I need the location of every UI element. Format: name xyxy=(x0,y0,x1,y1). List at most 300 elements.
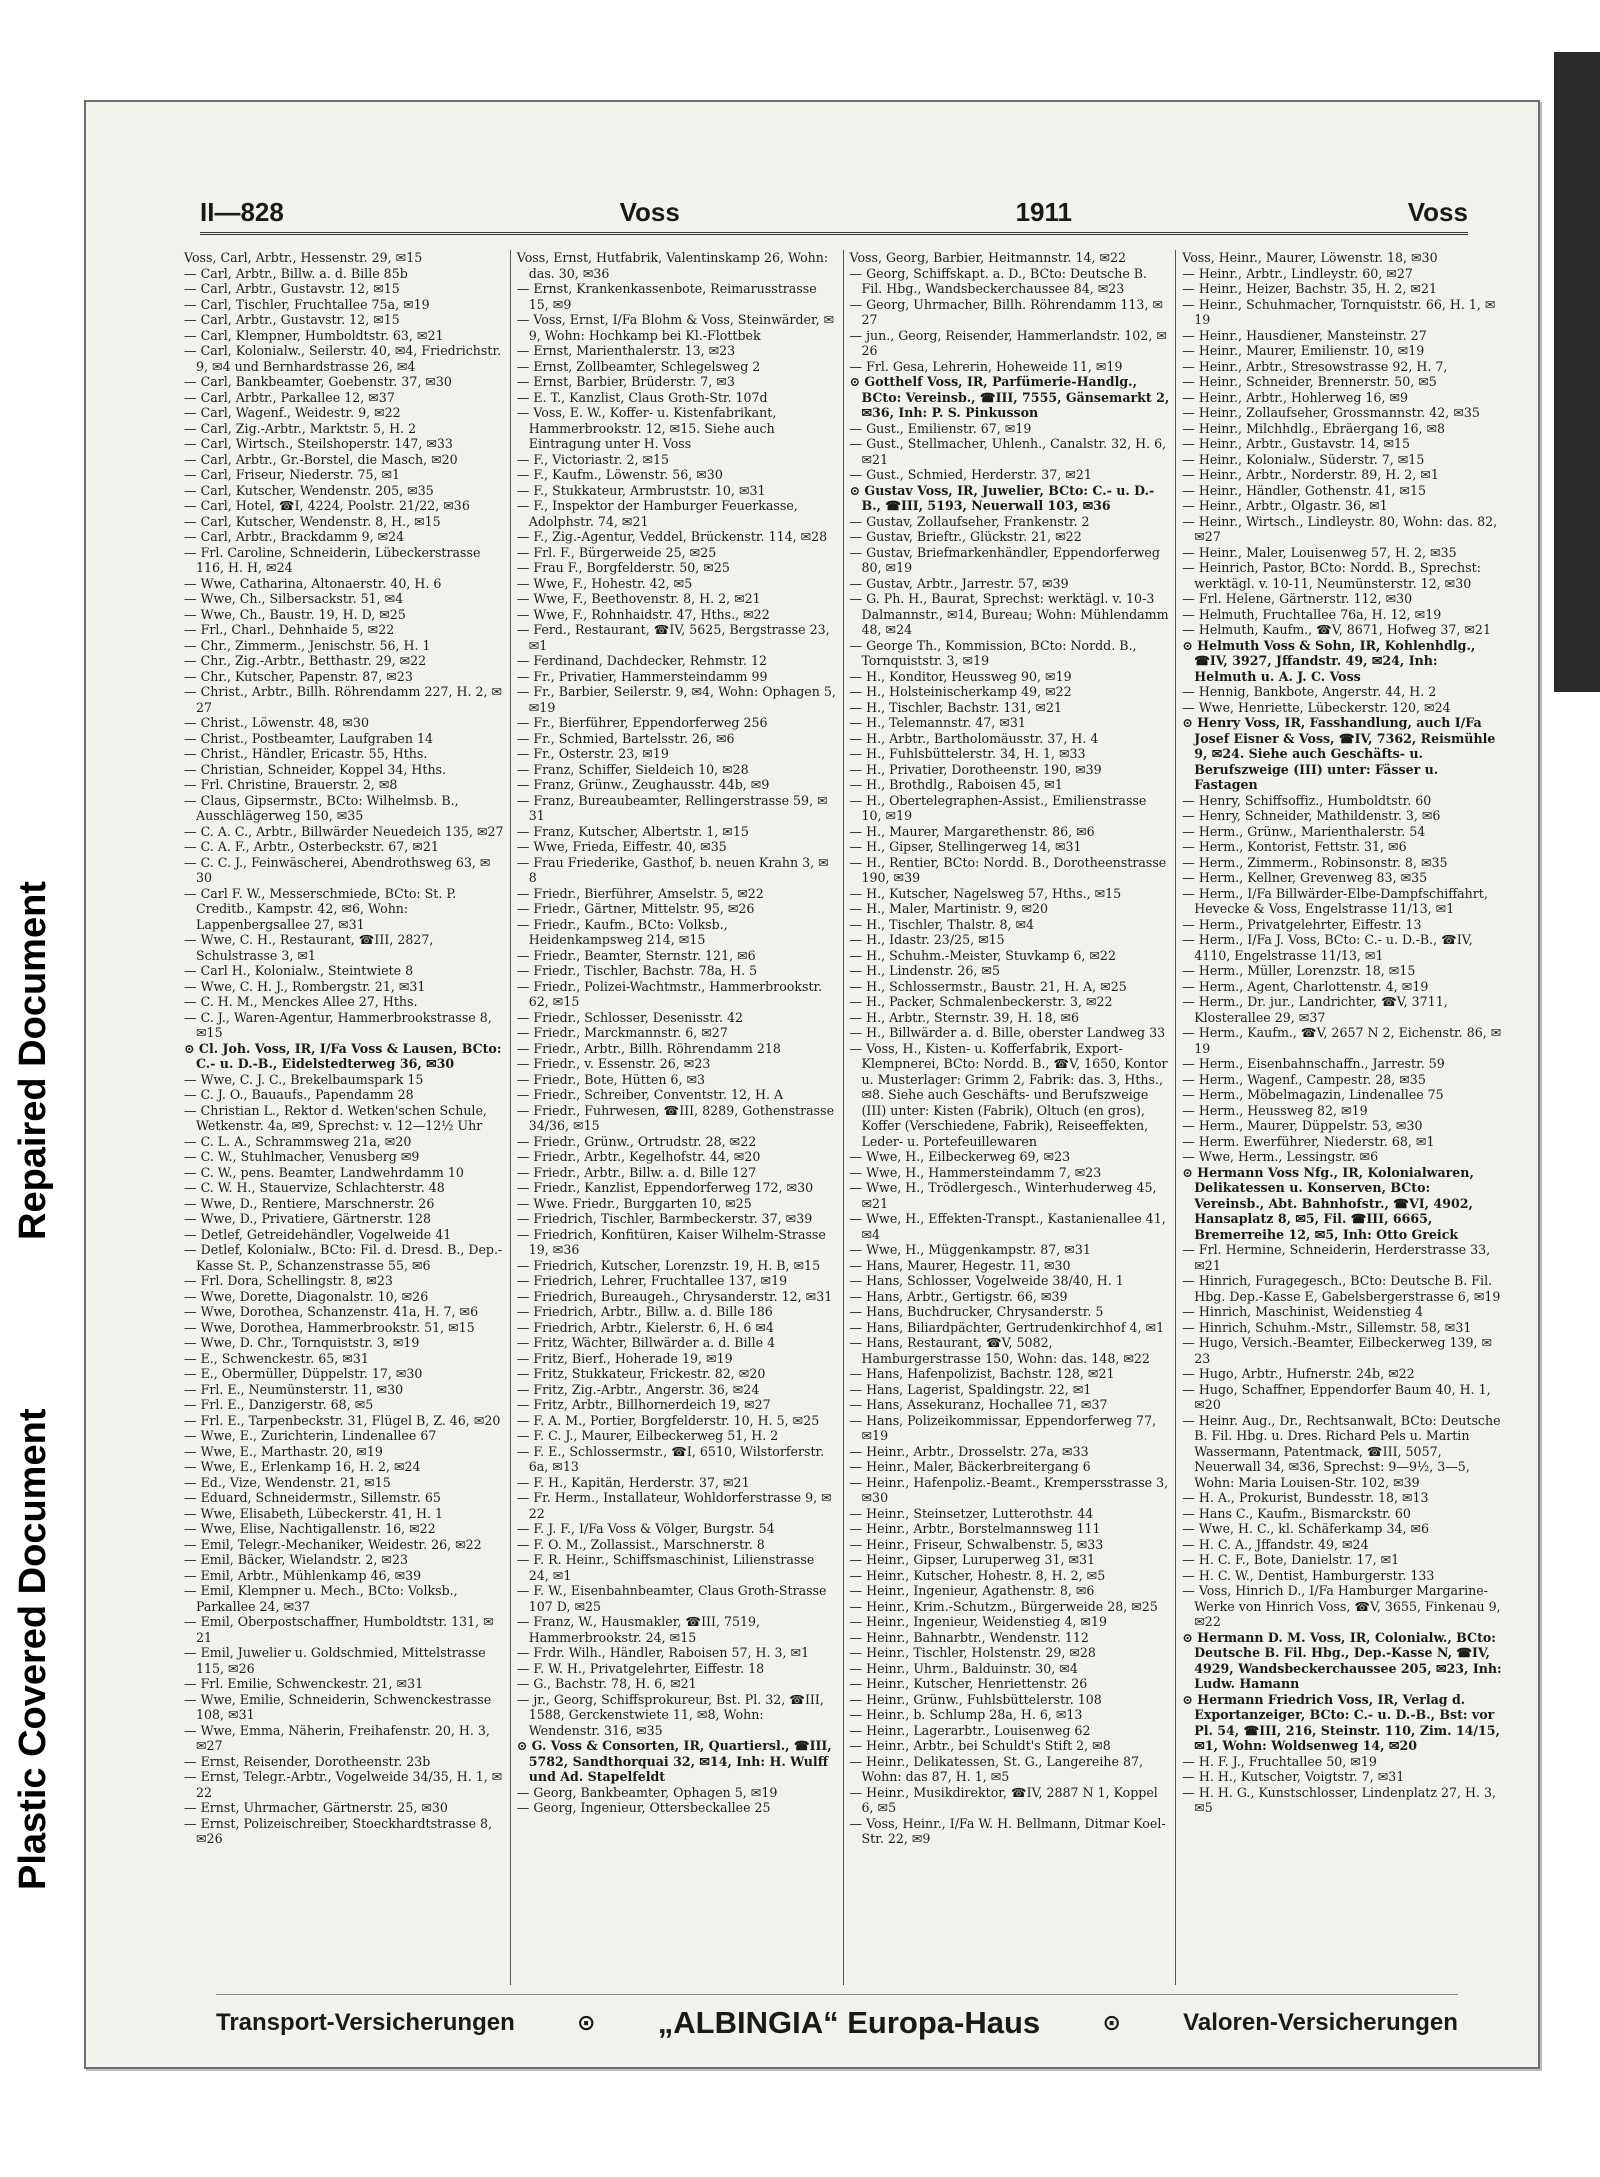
directory-entry: — F. E., Schlossermstr., ☎I, 6510, Wilstorferstr. 6a, ✉13 xyxy=(516,1443,825,1474)
directory-entry: — Hinrich, Maschinist, Weidenstieg 4 xyxy=(1182,1304,1424,1319)
directory-entry: — Friedr., v. Essenstr. 26, ✉23 xyxy=(516,1056,711,1071)
directory-entry: — Hugo, Versich.-Beamter, Eilbeckerweg 139, ✉23 xyxy=(1182,1335,1493,1366)
directory-entry: — Herm., Kaufm., ☎V, 2657 N 2, Eichenstr. 86, ✉19 xyxy=(1182,1025,1502,1056)
directory-entry: — Fritz, Stukkateur, Frickestr. 82, ✉20 xyxy=(516,1366,766,1381)
directory-entry: — Hennig, Bankbote, Angerstr. 44, H. 2 xyxy=(1182,684,1437,699)
directory-entry: — Ernst, Polizeischreiber, Stoeckhardtstrasse 8, ✉26 xyxy=(184,1815,493,1846)
directory-entry: — C. J. O., Bauaufs., Papendamm 28 xyxy=(184,1087,414,1102)
directory-entry: — Heinr., b. Schlump 28a, H. 6, ✉13 xyxy=(849,1707,1083,1722)
directory-entry: — Heinr., Steinsetzer, Lutterothstr. 44 xyxy=(849,1505,1094,1521)
directory-entry: — Detlef, Getreidehändler, Vogelweide 41 xyxy=(184,1226,452,1242)
directory-page xyxy=(84,100,1540,2069)
directory-entry: — Herm., Müller, Lorenzstr. 18, ✉15 xyxy=(1182,963,1416,978)
directory-entry: — Wwe, Elise, Nachtigallenstr. 16, ✉22 xyxy=(184,1521,436,1536)
directory-entry: — Carl, Friseur, Niederstr. 75, ✉1 xyxy=(184,467,401,482)
directory-entry: — Fritz, Bierf., Hoheradе 19, ✉19 xyxy=(516,1350,733,1366)
directory-entry: — Wwe. Friedr., Burggarten 10, ✉25 xyxy=(516,1195,752,1211)
directory-entry: — Wwe, H., Effekten-Transpt., Kastanienallee 41, ✉4 xyxy=(849,1211,1166,1242)
directory-entry: — Carl, Kolonialw., Seilerstr. 40, ✉4, Friedrichstr. 9, ✉4 und Bernhardstrasse 26, ✉4 xyxy=(184,343,502,374)
directory-entry: — Frdr. Wilh., Händler, Raboisen 57, H. 3, ✉1 xyxy=(516,1645,810,1660)
directory-entry: — Christian, Schneider, Koppel 34, Hths. xyxy=(184,761,447,777)
directory-entry: — Heinr., Lagerarbtr., Louisenweg 62 xyxy=(849,1722,1091,1738)
directory-entry: — Emil, Klempner u. Mech., BCto: Volksb., Parkallee 24, ✉37 xyxy=(184,1583,458,1614)
directory-entry: — Frl. E., Danzigerstr. 68, ✉5 xyxy=(184,1397,374,1412)
directory-entry: — Hans, Restaurant, ☎V, 5082, Hamburgerstrasse 150, Wohn: das. 148, ✉22 xyxy=(849,1335,1150,1366)
directory-entry: — Gustav, Zollaufseher, Frankenstr. 2 xyxy=(849,513,1090,529)
directory-entry: — Carl, Arbtr., Gustavstr. 12, ✉15 xyxy=(184,312,400,327)
directory-entry: — Herm., Kontorist, Fettstr. 31, ✉6 xyxy=(1182,839,1407,854)
plastic-covered-document-label: Plastic Covered Document xyxy=(12,1408,54,1890)
footer-center-text: „ALBINGIA“ Europa-Haus xyxy=(657,2005,1041,2040)
directory-entry: — Herm., Maurer, Düppelstr. 53, ✉30 xyxy=(1182,1118,1423,1133)
directory-entry: — Wwe, Dorothea, Schanzenstr. 41a, H. 7, ✉6 xyxy=(184,1304,479,1319)
directory-entry: Voss, Heinr., Maurer, Löwenstr. 18, ✉30 xyxy=(1182,250,1438,265)
directory-entry: — F. H., Kapitän, Herderstr. 37, ✉21 xyxy=(516,1474,750,1490)
directory-entry: — Frl. Hermine, Schneiderin, Herderstrasse 33, ✉21 xyxy=(1182,1242,1491,1273)
directory-entry: — Carl, Arbtr., Brackdamm 9, ✉24 xyxy=(184,529,405,544)
directory-entry: — Herm., Agent, Charlottenstr. 4, ✉19 xyxy=(1182,978,1429,994)
directory-entry: — Frau Friederike, Gasthof, b. neuen Krahn 3, ✉8 xyxy=(516,854,829,885)
directory-entry: — Frl. Christine, Brauerstr. 2, ✉8 xyxy=(184,777,398,792)
directory-entry: — Voss, Ernst, I/Fa Blohm & Voss, Steinwärder, ✉9, Wohn: Hochkamp bei Kl.-Flottbek xyxy=(516,312,835,343)
directory-entry: — C. W., Stuhlmacher, Venusberg ✉9 xyxy=(184,1149,420,1164)
directory-entry: — C. A. F., Arbtr., Osterbeckstr. 67, ✉21 xyxy=(184,839,439,854)
directory-entry: ⊙ Henry Voss, IR, Fasshandlung, auch I/Fa Josef Eisner & Voss, ☎IV, 7362, Reismühle 9, ✉24. Siehe auch Geschäfts- u. Berufszweige (III) unter: Fässer u. Fastagen xyxy=(1182,715,1496,792)
directory-entry: — Friedr., Arbtr., Billw. a. d. Bille 127 xyxy=(516,1164,757,1180)
directory-entry: — Gustav, Brieftr., Glückstr. 21, ✉22 xyxy=(849,529,1082,544)
directory-entry: Voss, Georg, Barbier, Heitmannstr. 14, ✉22 xyxy=(849,250,1127,265)
directory-entry: — Herm., Möbelmagazin, Lindenallee 75 xyxy=(1182,1087,1444,1102)
directory-entry: — Heinr., Maler, Louisenweg 57, H. 2, ✉35 xyxy=(1182,544,1457,560)
directory-entry: — E., Obermüller, Düppelstr. 17, ✉30 xyxy=(184,1366,423,1381)
directory-entry: — Heinr., Hafenpoliz.-Beamt., Krempersstrasse 3, ✉30 xyxy=(849,1474,1169,1505)
directory-entry: — Wwe, Emilie, Schneiderin, Schwenckestrasse 108, ✉31 xyxy=(184,1691,492,1722)
directory-entry: — Herm., Dr. jur., Landrichter, ☎V, 3711, Klosterallee 29, ✉37 xyxy=(1182,994,1448,1025)
directory-entry: — Franz, Bureaubeamter, Rellingerstrasse 59, ✉31 xyxy=(516,792,828,823)
footer-right-text: Valoren-Versicherungen xyxy=(1183,2009,1458,2036)
column-3 xyxy=(844,250,1177,1985)
directory-entry: — Wwe, H., Trödlergesch., Winterhuderweg 45, ✉21 xyxy=(849,1180,1157,1211)
directory-entry: — Christian L., Rektor d. Wetken'schen Schule, Wetkenstr. 4a, ✉9, Sprechst: v. 12—12½ Uhr xyxy=(184,1102,487,1133)
column-2 xyxy=(511,250,844,1985)
directory-entry: — Friedrich, Bureaugeh., Chrysanderstr. 12, ✉31 xyxy=(516,1288,833,1304)
directory-entry: — Heinr., Händler, Gothenstr. 41, ✉15 xyxy=(1182,482,1427,498)
directory-entry: — Chr., Zimmerm., Jenischstr. 56, H. 1 xyxy=(184,637,431,653)
directory-entry: — Carl, Klempner, Humboldtstr. 63, ✉21 xyxy=(184,327,444,343)
directory-entry: Voss, Ernst, Hutfabrik, Valentinskamp 26, Wohn: das. 30, ✉36 xyxy=(516,250,829,281)
directory-entry: ⊙ Gotthelf Voss, IR, Parfümerie-Handlg., BCto: Vereinsb., ☎III, 7555, Gänsemarkt 2, ✉36, Inh: P. S. Pinkusson xyxy=(849,374,1170,420)
directory-entry: ⊙ Helmuth Voss & Sohn, IR, Kohlenhdlg., ☎IV, 3927, Jffandstr. 49, ✉24, Inh: Helmuth u. A. J. C. Voss xyxy=(1182,637,1476,684)
directory-entry: — Hugo, Schaffner, Eppendorfer Baum 40, H. 1, ✉20 xyxy=(1182,1381,1491,1412)
directory-entry: — jr., Georg, Schiffsprokureur, Bst. Pl. 32, ☎III, 1588, Gerckenstwiete 11, ✉8, Wohn: Wendenstr. 316, ✉35 xyxy=(516,1691,824,1738)
directory-entry: — F. J. F., I/Fa Voss & Völger, Burgstr. 54 xyxy=(516,1521,775,1536)
directory-entry: — H., Billwärder a. d. Bille, oberster Landweg 33 xyxy=(849,1025,1166,1040)
directory-entry: — H. A., Prokurist, Bundesstr. 18, ✉13 xyxy=(1182,1490,1429,1505)
directory-entry: — H., Obertelegraphen-Assist., Emilienstrasse 10, ✉19 xyxy=(849,792,1147,823)
page-header xyxy=(200,192,1468,235)
directory-entry: — F. W. H., Privatgelehrter, Eiffestr. 18 xyxy=(516,1660,765,1676)
directory-entry: — Ernst, Telegr.-Arbtr., Vogelweide 34/35, H. 1, ✉22 xyxy=(184,1769,503,1800)
directory-entry: — H., Privatier, Dorotheenstr. 190, ✉39 xyxy=(849,761,1102,777)
directory-entry: — Herm. Ewerführer, Niederstr. 68, ✉1 xyxy=(1182,1133,1435,1149)
directory-entry: — Heinr., Uhrm., Balduinstr. 30, ✉4 xyxy=(849,1660,1078,1676)
directory-entry: Voss, Carl, Arbtr., Hessenstr. 29, ✉15 xyxy=(184,250,423,265)
directory-entry: — Wwe, D., Privatiere, Gärtnerstr. 128 xyxy=(184,1211,432,1226)
directory-entry: — Emil, Oberpostschaffner, Humboldtstr. 131, ✉21 xyxy=(184,1614,494,1645)
directory-entry: — Frl. E., Neumünsterstr. 11, ✉30 xyxy=(184,1381,404,1397)
directory-entry: — Friedr., Grünw., Ortrudstr. 28, ✉22 xyxy=(516,1133,757,1149)
directory-entry: — Hans, Schlosser, Vogelweide 38/40, H. 1 xyxy=(849,1273,1124,1288)
directory-entry: — H. H., Kutscher, Voigtstr. 7, ✉31 xyxy=(1182,1769,1405,1784)
directory-entry: — Friedrich, Kutscher, Lorenzstr. 19, H. B, ✉15 xyxy=(516,1257,821,1273)
directory-entry: — Detlef, Kolonialw., BCto: Fil. d. Dresd. B., Dep.-Kasse St. P., Schanzenstrasse 55, ✉6 xyxy=(184,1242,503,1273)
directory-entry: — H., Fuhlsbüttelerstr. 34, H. 1, ✉33 xyxy=(849,746,1086,761)
directory-entry: — G. Ph. H., Baurat, Sprechst: werktägl. v. 10-3 Dalmannstr., ✉14, Bureau; Wohn: Mühlendamm 48, ✉24 xyxy=(849,591,1169,637)
directory-entry: — H., Tischler, Thalstr. 8, ✉4 xyxy=(849,916,1035,932)
directory-entry: — F. O. M., Zollassist., Marschnerstr. 8 xyxy=(516,1536,765,1552)
directory-entry: — Frl. E., Tarpenbeckstr. 31, Flügel B, Z. 46, ✉20 xyxy=(184,1412,501,1428)
directory-entry: — H., Lindenstr. 26, ✉5 xyxy=(849,963,1000,978)
directory-entry: — Emil, Telegr.-Mechaniker, Weidestr. 26, ✉22 xyxy=(184,1536,482,1552)
directory-entry: ⊙ Hermann Voss Nfg., IR, Kolonialwaren, Delikatessen u. Konserven, BCto: Vereinsb., Abt. Bahnhofstr., ☎VI, 4902, Hansaplatz 8, ✉5, Fil. ☎III, 6665, Bremerreihe 12, ✉5, Inh: Otto Greick xyxy=(1182,1164,1474,1242)
directory-entry: — H., Telemannstr. 47, ✉31 xyxy=(849,715,1026,730)
directory-entry: — Hans, Polizeikommissar, Eppendorferweg 77, ✉19 xyxy=(849,1412,1157,1443)
directory-entry: — Heinr., Tischler, Holstenstr. 29, ✉28 xyxy=(849,1645,1096,1660)
directory-entry: — Georg, Bankbeamter, Ophagen 5, ✉19 xyxy=(516,1784,778,1800)
directory-entry: — Fr., Privatier, Hammersteindamm 99 xyxy=(516,668,768,684)
directory-entry: — Ed., Vize, Wendenstr. 21, ✉15 xyxy=(184,1474,391,1490)
directory-entry: — Hans, Maurer, Hegestr. 11, ✉30 xyxy=(849,1257,1071,1273)
directory-entry: — Wwe, Dorothea, Hammerbrookstr. 51, ✉15 xyxy=(184,1319,475,1335)
directory-entry: — Friedrich, Konfitüren, Kaiser Wilhelm-Strasse 19, ✉36 xyxy=(516,1226,826,1257)
directory-entry: — Carl, Arbtr., Gustavstr. 12, ✉15 xyxy=(184,281,400,296)
directory-entry: — Wwe, D., Rentiere, Marschnerstr. 26 xyxy=(184,1195,435,1211)
directory-entry: — Franz, Kutscher, Albertstr. 1, ✉15 xyxy=(516,823,749,839)
directory-entry: — Wwe, E., Marthastr. 20, ✉19 xyxy=(184,1443,383,1459)
directory-entry: — Carl F. W., Messerschmiede, BCto: St. P. Creditb., Kampstr. 42, ✉6, Wohn: Lappenbergsallee 27, ✉31 xyxy=(184,885,457,932)
directory-entry: — Heinr., Delikatessen, St. G., Langereihe 87, Wohn: das 87, H. 1, ✉5 xyxy=(849,1753,1143,1784)
directory-entry: — Wwe, Ch., Baustr. 19, H. D, ✉25 xyxy=(184,606,406,622)
directory-entry: — Carl, Arbtr., Billw. a. d. Bille 85b xyxy=(184,265,408,281)
directory-entry: — Heinr., Ingenieur, Agathenstr. 8, ✉6 xyxy=(849,1583,1095,1598)
directory-entry: — Hinrich, Furagegesch., BCto: Deutsche B. Fil. Hbg. Dep.-Kasse E, Gabelsbergerstrasse 6, ✉19 xyxy=(1182,1273,1501,1304)
directory-entry: — Wwe, Dorette, Diagonalstr. 10, ✉26 xyxy=(184,1288,429,1304)
directory-entry: — Heinr., Arbtr., Olgastr. 36, ✉1 xyxy=(1182,498,1388,513)
directory-entry: — Emil, Juwelier u. Goldschmied, Mittelstrasse 115, ✉26 xyxy=(184,1645,486,1676)
directory-entry: — Emil, Bäcker, Wielandstr. 2, ✉23 xyxy=(184,1552,409,1567)
directory-entry: — Hans, Arbtr., Gertigstr. 66, ✉39 xyxy=(849,1288,1068,1304)
directory-entry: — Heinr., Arbtr., Drosselstr. 27a, ✉33 xyxy=(849,1443,1089,1459)
directory-entry: — Heinr., Wirtsch., Lindleystr. 80, Wohn: das. 82, ✉27 xyxy=(1182,513,1498,544)
column-4 xyxy=(1176,250,1508,1985)
directory-entry: — Fr., Schmied, Bartelsstr. 26, ✉6 xyxy=(516,730,735,746)
column-1 xyxy=(178,250,511,1985)
directory-entry: — Franz, Schiffer, Sieldeich 10, ✉28 xyxy=(516,761,749,777)
directory-entry: — Frl. Gesa, Lehrerin, Hoheweide 11, ✉19 xyxy=(849,358,1123,374)
directory-entry: — H., Schlossermstr., Baustr. 21, H. A, ✉25 xyxy=(849,978,1127,994)
directory-entry: — Christ., Händler, Ericastr. 55, Hths. xyxy=(184,746,428,761)
directory-entry: — Wwe, Elisabeth, Lübeckerstr. 41, H. 1 xyxy=(184,1505,444,1521)
directory-entry: — George Th., Kommission, BCto: Nordd. B., Tornquiststr. 3, ✉19 xyxy=(849,637,1137,668)
directory-entry: — Wwe, H., Hammersteindamm 7, ✉23 xyxy=(849,1164,1102,1180)
directory-entry: — Heinr., Zollaufseher, Grossmannstr. 42, ✉35 xyxy=(1182,405,1480,420)
directory-entry: — Wwe, Ch., Silbersackstr. 51, ✉4 xyxy=(184,591,404,606)
header-left-name: Voss xyxy=(619,197,680,227)
directory-entry: — Wwe, H. C., kl. Schäferkamp 34, ✉6 xyxy=(1182,1521,1430,1536)
directory-entry: — Herm., Kellner, Grevenweg 83, ✉35 xyxy=(1182,870,1428,885)
directory-entry: — Friedr., Kanzlist, Eppendorferweg 172, ✉30 xyxy=(516,1180,814,1195)
directory-entry: — Georg, Schiffskapt. a. D., BCto: Deutsche B. Fil. Hbg., Wandsbeckerchaussee 84, ✉23 xyxy=(849,265,1148,296)
directory-entry: — Heinr., Hausdiener, Mansteinstr. 27 xyxy=(1182,327,1427,343)
directory-entry: — Wwe, Henriette, Lübeckerstr. 120, ✉24 xyxy=(1182,699,1451,715)
directory-entry: ⊙ Gustav Voss, IR, Juwelier, BCto: C.- u. D.-B., ☎III, 5193, Neuerwall 103, ✉36 xyxy=(849,482,1155,513)
directory-entry: — Friedr., Arbtr., Billh. Röhrendamm 218 xyxy=(516,1040,781,1056)
directory-entry: — E. T., Kanzlist, Claus Groth-Str. 107d xyxy=(516,389,768,405)
directory-entry: — Friedr., Bierführer, Amselstr. 5, ✉22 xyxy=(516,885,764,901)
directory-entry: — H., Arbtr., Sternstr. 39, H. 18, ✉6 xyxy=(849,1009,1080,1025)
directory-entry: — Fr. Herm., Installateur, Wohldorferstrasse 9, ✉22 xyxy=(516,1490,832,1521)
directory-entry: — Franz, W., Hausmakler, ☎III, 7519, Hammerbrookstr. 24, ✉15 xyxy=(516,1614,761,1645)
directory-entry: — F., Victoriastr. 2, ✉15 xyxy=(516,451,670,467)
directory-entry: — Friedr., Bote, Hütten 6, ✉3 xyxy=(516,1071,706,1087)
directory-entry: — Wwe, E., Zurichterin, Lindenallee 67 xyxy=(184,1428,437,1443)
directory-entry: — C. H. M., Menckes Allee 27, Hths. xyxy=(184,994,418,1009)
directory-entry: — Carl, Zig.-Arbtr., Marktstr. 5, H. 2 xyxy=(184,420,417,436)
directory-entry: — Gustav, Arbtr., Jarrestr. 57, ✉39 xyxy=(849,575,1069,591)
directory-entry: ⊙ Hermann Friedrich Voss, IR, Verlag d. Exportanzeiger, BCto: C.- u. D.-B., Bst: vor Pl. 54, ☎III, 216, Steinstr. 110, Zim. 14/15, ✉1, Wohn: Woldsenweg 14, ✉20 xyxy=(1182,1691,1500,1753)
directory-entry: — Heinr., Schuhmacher, Tornquiststr. 66, H. 1, ✉19 xyxy=(1182,296,1496,327)
directory-entry: — C. W., pens. Beamter, Landwehrdamm 10 xyxy=(184,1164,464,1180)
directory-entry: — Wwe, H., Müggenkampstr. 87, ✉31 xyxy=(849,1242,1091,1257)
directory-entry: — Heinr., Friseur, Schwalbenstr. 5, ✉33 xyxy=(849,1536,1104,1552)
directory-entry: — Wwe, H., Eilbeckerweg 69, ✉23 xyxy=(849,1149,1071,1164)
directory-entry: — Wwe, F., Hohestr. 42, ✉5 xyxy=(516,575,693,591)
directory-entry: — Frau F., Borgfelderstr. 50, ✉25 xyxy=(516,560,730,575)
directory-entry: — Wwe, Frieda, Eiffestr. 40, ✉35 xyxy=(516,839,727,854)
directory-entry: — F., Zig.-Agentur, Veddel, Brückenstr. 114, ✉28 xyxy=(516,529,828,544)
directory-entry: — Chr., Zig.-Arbtr., Betthastr. 29, ✉22 xyxy=(184,653,427,668)
directory-entry: — Heinr., Arbtr., Norderstr. 89, H. 2, ✉1 xyxy=(1182,467,1439,482)
directory-entry: — H. C. F., Bote, Danielstr. 17, ✉1 xyxy=(1182,1552,1400,1567)
directory-entry: — Heinr., Grünw., Fuhlsbüttelerstr. 108 xyxy=(849,1691,1102,1707)
directory-entry: — Heinr., Bahnarbtr., Wendenstr. 112 xyxy=(849,1629,1089,1645)
directory-entry: — Hans, Assekuranz, Hochallee 71, ✉37 xyxy=(849,1397,1108,1412)
directory-entry: — Fr., Osterstr. 23, ✉19 xyxy=(516,746,669,761)
directory-entry: — F. A. M., Portier, Borgfelderstr. 10, H. 5, ✉25 xyxy=(516,1412,820,1428)
directory-entry: — Heinr., Arbtr., Stresowstrasse 92, H. 7, xyxy=(1182,358,1448,374)
directory-entry: — Frl. Caroline, Schneiderin, Lübeckerstrasse 116, H. H, ✉24 xyxy=(184,544,481,575)
directory-entry: — C. W. H., Stauervize, Schlachterstr. 48 xyxy=(184,1180,445,1195)
directory-entry: — Carl H., Kolonialw., Steintwiete 8 xyxy=(184,963,414,978)
directory-entry: — Gust., Schmied, Herderstr. 37, ✉21 xyxy=(849,467,1092,482)
directory-entry: — Heinr., Arbtr., Hohlerweg 16, ✉9 xyxy=(1182,389,1409,405)
directory-entry: — Hugo, Arbtr., Hufnerstr. 24b, ✉22 xyxy=(1182,1366,1415,1381)
directory-entry: — Heinr., Ingenieur, Weidenstieg 4, ✉19 xyxy=(849,1614,1107,1629)
directory-entry: — Carl, Arbtr., Gr.-Borstel, die Masch, ✉20 xyxy=(184,451,458,467)
directory-entry: — Carl, Wagenf., Weidestr. 9, ✉22 xyxy=(184,405,401,420)
directory-entry: ⊙ Hermann D. M. Voss, IR, Colonialw., BCto: Deutsche B. Fil. Hbg., Dep.-Kasse N, ☎IV, 4929, Wandsbeckerchaussee 205, ✉23, Inh: Ludw. Hamann xyxy=(1182,1629,1502,1691)
directory-entry: — H., Konditor, Heussweg 90, ✉19 xyxy=(849,668,1072,684)
directory-entry: — H., Gipser, Stellingerweg 14, ✉31 xyxy=(849,839,1082,854)
directory-entry: — Heinr., Arbtr., Gustavstr. 14, ✉15 xyxy=(1182,436,1411,451)
page-number: II—828 xyxy=(200,197,284,227)
directory-entry: ⊙ Cl. Joh. Voss, IR, I/Fa Voss & Lausen, BCto: C.- u. D.-B., Eidelstedterweg 36, ✉30 xyxy=(184,1040,502,1071)
directory-entry: — Fr., Barbier, Seilerstr. 9, ✉4, Wohn: Ophagen 5, ✉19 xyxy=(516,684,836,715)
directory-entry: — H., Schuhm.-Meister, Stuvkamp 6, ✉22 xyxy=(849,947,1116,963)
directory-entry: — C. A. C., Arbtr., Billwärder Neuedeich 135, ✉27 xyxy=(184,823,504,839)
directory-entry: — H., Kutscher, Nagelsweg 57, Hths., ✉15 xyxy=(849,885,1122,901)
directory-entry: — Frl., Charl., Dehnhaide 5, ✉22 xyxy=(184,622,395,637)
directory-entry: — Hans, Biliardpächter, Gertrudenkirchhof 4, ✉1 xyxy=(849,1319,1165,1335)
directory-entry: — Christ., Postbeamter, Laufgraben 14 xyxy=(184,730,434,746)
directory-entry: — Friedr., Gärtner, Mittelstr. 95, ✉26 xyxy=(516,901,755,916)
directory-entry: — H., Rentier, BCto: Nordd. B., Dorotheenstrasse 190, ✉39 xyxy=(849,854,1167,885)
directory-entry: — Claus, Gipsermstr., BCto: Wilhelmsb. B., Ausschlägerweg 150, ✉35 xyxy=(184,792,459,823)
repaired-document-label: Repaired Document xyxy=(12,881,54,1240)
directory-entry: — Gust., Emilienstr. 67, ✉19 xyxy=(849,420,1032,436)
footer-ornament-icon: ⊙ xyxy=(577,2010,596,2035)
directory-entry: — C. L. A., Schrammsweg 21a, ✉20 xyxy=(184,1133,412,1149)
directory-entry: — Hans C., Kaufm., Bismarckstr. 60 xyxy=(1182,1505,1411,1521)
directory-entry: — Wwe, Emma, Näherin, Freihafenstr. 20, H. 3, ✉27 xyxy=(184,1722,490,1753)
directory-entry: — Heinr., Arbtr., Borstelmannsweg 111 xyxy=(849,1521,1101,1536)
directory-entry: — Fr., Bierführer, Eppendorferweg 256 xyxy=(516,715,768,730)
directory-entry: — Carl, Bankbeamter, Goebenstr. 37, ✉30 xyxy=(184,374,452,389)
footer-left-text: Transport-Versicherungen xyxy=(216,2009,515,2036)
directory-entry: — Heinr., Kutscher, Hohestr. 8, H. 2, ✉5 xyxy=(849,1567,1106,1583)
directory-entry: — Frl. Helene, Gärtnerstr. 112, ✉30 xyxy=(1182,591,1413,606)
directory-entry: — H. H. G., Kunstschlosser, Lindenplatz 27, H. 3, ✉5 xyxy=(1182,1784,1497,1815)
directory-entry: — Christ., Arbtr., Billh. Röhrendamm 227, H. 2, ✉27 xyxy=(184,684,503,715)
directory-entry: — Heinr., Heizer, Bachstr. 35, H. 2, ✉21 xyxy=(1182,281,1437,296)
directory-entry: — Frl. F., Bürgerweide 25, ✉25 xyxy=(516,544,717,560)
directory-entry: — H., Brothdlg., Raboisen 45, ✉1 xyxy=(849,777,1063,792)
directory-entry: — Herm., Heussweg 82, ✉19 xyxy=(1182,1102,1368,1118)
directory-entry: — Heinr., Kolonialw., Süderstr. 7, ✉15 xyxy=(1182,451,1425,467)
directory-entry: — Voss, E. W., Koffer- u. Kistenfabrikant, Hammerbrookstr. 12, ✉15. Siehe auch Eintragung unter H. Voss xyxy=(516,405,777,451)
directory-entry: — Friedr., Polizei-Wachtmstr., Hammerbrookstr. 62, ✉15 xyxy=(516,978,823,1009)
directory-entry: — jun., Georg, Reisender, Hammerlandstr. 102, ✉26 xyxy=(849,327,1167,358)
directory-entry: — Hinrich, Schuhm.-Mstr., Sillemstr. 58, ✉31 xyxy=(1182,1319,1472,1335)
directory-entry: — Wwe, F., Rohnhaidstr. 47, Hths., ✉22 xyxy=(516,606,770,622)
directory-entry: — Heinr., Schneider, Brennerstr. 50, ✉5 xyxy=(1182,374,1437,389)
advertisement-footer xyxy=(216,1994,1458,2045)
directory-entry: — Heinr. Aug., Dr., Rechtsanwalt, BCto: Deutsche B. Fil. Hbg. u. Dres. Richard Pels u. Martin Wassermann, Patentmack, ☎III, 5057, Neuerwall 34, ✉36, Sprechst: 9—9½, 3—5, Wohn: Maria Louisen-Str. 102, ✉39 xyxy=(1182,1412,1501,1490)
directory-entry: — Herm., I/Fa Billwärder-Elbe-Dampfschiffahrt, Hevecke & Voss, Engelstrasse 11/13, ✉1 xyxy=(1182,885,1488,916)
directory-entry: — Fritz, Arbtr., Billhornerdeich 19, ✉27 xyxy=(516,1397,771,1412)
directory-entry: — Friedr., Beamter, Sternstr. 121, ✉6 xyxy=(516,947,756,963)
directory-entry: — Chr., Kutscher, Papenstr. 87, ✉23 xyxy=(184,668,413,684)
directory-entry: — Heinrich, Pastor, BCto: Nordd. B., Sprechst: werktägl. v. 10-11, Neumünsterstr. 12, ✉30 xyxy=(1182,560,1481,591)
directory-entry: — Georg, Ingenieur, Ottersbeckallee 25 xyxy=(516,1800,771,1815)
directory-entry: — Fritz, Zig.-Arbtr., Angerstr. 36, ✉24 xyxy=(516,1381,760,1397)
directory-entry: — Frl. Emilie, Schwenckestr. 21, ✉31 xyxy=(184,1676,424,1691)
directory-entry: — Carl, Kutscher, Wendenstr. 8, H., ✉15 xyxy=(184,513,441,529)
directory-entry: — Hans, Buchdrucker, Chrysanderstr. 5 xyxy=(849,1304,1104,1319)
header-right-name: Voss xyxy=(1407,197,1468,227)
directory-columns xyxy=(178,250,1508,1985)
directory-entry: — Henry, Schneider, Mathildenstr. 3, ✉6 xyxy=(1182,808,1441,823)
directory-entry: — Fritz, Wächter, Billwärder a. d. Bille 4 xyxy=(516,1335,776,1350)
directory-entry: — Georg, Uhrmacher, Billh. Röhrendamm 113, ✉27 xyxy=(849,296,1164,327)
directory-entry: — Gust., Stellmacher, Uhlenh., Canalstr. 32, H. 6, ✉21 xyxy=(849,436,1167,467)
directory-entry: — F. W., Eisenbahnbeamter, Claus Groth-Strasse 107 D, ✉25 xyxy=(516,1583,827,1614)
directory-entry: — Carl, Hotel, ☎I, 4224, Poolstr. 21/22, ✉36 xyxy=(184,498,470,513)
directory-entry: — Carl, Tischler, Fruchtallee 75a, ✉19 xyxy=(184,296,430,312)
directory-entry: — H., Maler, Martinistr. 9, ✉20 xyxy=(849,901,1049,916)
directory-entry: — Franz, Grünw., Zeughausstr. 44b, ✉9 xyxy=(516,777,770,792)
directory-entry: — Friedr., Fuhrwesen, ☎III, 8289, Gothenstrasse 34/36, ✉15 xyxy=(516,1102,835,1133)
directory-entry: — H., Holsteinischerkamp 49, ✉22 xyxy=(849,684,1072,699)
directory-entry: — Emil, Arbtr., Mühlenkamp 46, ✉39 xyxy=(184,1567,422,1583)
directory-entry: — Voss, H., Kisten- u. Kofferfabrik, Export-Klempnerei, BCto: Nordd. B., ☎V, 1650, Kontor u. Musterlager: Grimm 2, Fabrik: das. 3, Hths., ✉8. Siehe auch Geschäfts- und Berufszweige (III) unter: Kisten (Fabrik), Oltuch (en gros), Koffer (Verschiedene, Fabrik), Reiseeffekten, Leder- u. Portefeuillewaren xyxy=(849,1040,1168,1149)
directory-entry: — F., Stukkateur, Armbruststr. 10, ✉31 xyxy=(516,482,766,498)
directory-entry: — Herm., Privatgelehrter, Eiffestr. 13 xyxy=(1182,916,1422,932)
footer-ornament-icon: ⊙ xyxy=(1102,2010,1121,2035)
directory-entry: — Friedrich, Lehrer, Fruchtallee 137, ✉19 xyxy=(516,1273,788,1288)
directory-entry: — H., Maurer, Margarethenstr. 86, ✉6 xyxy=(849,823,1095,839)
directory-entry: — C. C. J., Feinwäscherei, Abendrothsweg 63, ✉30 xyxy=(184,854,491,885)
directory-entry: — E., Schwenckestr. 65, ✉31 xyxy=(184,1350,369,1366)
directory-entry: — Herm., Zimmerm., Robinsonstr. 8, ✉35 xyxy=(1182,854,1448,870)
directory-entry: — Gustav, Briefmarkenhändler, Eppendorferweg 80, ✉19 xyxy=(849,544,1160,575)
directory-entry: — Heinr., Maler, Bäckerbreitergang 6 xyxy=(849,1459,1091,1474)
directory-entry: — Friedr., Marckmannstr. 6, ✉27 xyxy=(516,1025,728,1040)
directory-entry: — Herm., I/Fa J. Voss, BCto: C.- u. D.-B., ☎IV, 4110, Engelstrasse 11/13, ✉1 xyxy=(1182,932,1473,963)
directory-entry: — F. R. Heinr., Schiffsmaschinist, Lilienstrasse 24, ✉1 xyxy=(516,1552,815,1583)
directory-entry: — H., Idastr. 23/25, ✉15 xyxy=(849,932,1005,947)
directory-entry: — Heinr., Maurer, Emilienstr. 10, ✉19 xyxy=(1182,343,1425,358)
directory-entry: — Henry, Schiffsoffiz., Humboldtstr. 60 xyxy=(1182,792,1432,808)
directory-entry: — Ernst, Marienthalerstr. 13, ✉23 xyxy=(516,343,736,358)
directory-entry: — Heinr., Arbtr., bei Schuldt's Stift 2, ✉8 xyxy=(849,1738,1111,1753)
header-year: 1911 xyxy=(1015,197,1072,227)
directory-entry: — Wwe, E., Erlenkamp 16, H. 2, ✉24 xyxy=(184,1459,421,1474)
directory-entry: — Friedrich, Tischler, Barmbeckerstr. 37, ✉39 xyxy=(516,1211,813,1226)
directory-entry: — Hans, Lagerist, Spaldingstr. 22, ✉1 xyxy=(849,1381,1092,1397)
directory-entry: — Carl, Kutscher, Wendenstr. 205, ✉35 xyxy=(184,482,434,498)
directory-entry: — Ernst, Barbier, Brüderstr. 7, ✉3 xyxy=(516,374,735,389)
directory-entry: — Friedr., Tischler, Bachstr. 78a, H. 5 xyxy=(516,963,758,978)
directory-entry: — Eduard, Schneidermstr., Sillemstr. 65 xyxy=(184,1490,441,1505)
directory-entry: — Ferdinand, Dachdecker, Rehmstr. 12 xyxy=(516,653,767,668)
directory-entry: — G., Bachstr. 78, H. 6, ✉21 xyxy=(516,1676,697,1691)
directory-entry: — Hans, Hafenpolizist, Bachstr. 128, ✉21 xyxy=(849,1366,1115,1381)
directory-entry: — F., Kaufm., Löwenstr. 56, ✉30 xyxy=(516,467,723,482)
directory-entry: — H. F. J., Fruchtallee 50, ✉19 xyxy=(1182,1753,1377,1769)
directory-entry: — Herm., Wagenf., Campestr. 28, ✉35 xyxy=(1182,1071,1426,1087)
directory-entry: — Herm., Eisenbahnschaffn., Jarrestr. 59 xyxy=(1182,1056,1445,1071)
directory-entry: — Herm., Grünw., Marienthalerstr. 54 xyxy=(1182,823,1426,839)
directory-entry: — F., Inspektor der Hamburger Feuerkasse, Adolphstr. 74, ✉21 xyxy=(516,498,798,529)
directory-entry: — Heinr., Kutscher, Henriettenstr. 26 xyxy=(849,1676,1088,1691)
directory-entry: — H. C. W., Dentist, Hamburgerstr. 133 xyxy=(1182,1567,1435,1583)
directory-entry: — Ernst, Krankenkassenbote, Reimarusstrasse 15, ✉9 xyxy=(516,281,817,312)
directory-entry: — H., Tischler, Bachstr. 131, ✉21 xyxy=(849,699,1062,715)
directory-entry: — Heinr., Arbtr., Lindleystr. 60, ✉27 xyxy=(1182,265,1413,281)
directory-entry: — Friedr., Kaufm., BCto: Volksb., Heidenkampsweg 214, ✉15 xyxy=(516,916,728,947)
directory-entry: — Heinr., Gipser, Luruperweg 31, ✉31 xyxy=(849,1552,1096,1567)
directory-entry: — Wwe, C. H. J., Rombergstr. 21, ✉31 xyxy=(184,978,426,994)
directory-entry: — Wwe, C. J. C., Brekelbaumspark 15 xyxy=(184,1071,424,1087)
directory-entry: — H., Arbtr., Bartholomäusstr. 37, H. 4 xyxy=(849,730,1099,746)
directory-entry: — Heinr., Musikdirektor, ☎IV, 2887 N 1, Koppel 6, ✉5 xyxy=(849,1784,1158,1815)
directory-entry: — Voss, Hinrich D., I/Fa Hamburger Margarine-Werke von Hinrich Voss, ☎V, 3655, Finkenau 9, ✉22 xyxy=(1182,1583,1501,1629)
directory-entry: — Friedr., Schreiber, Conventstr. 12, H. A xyxy=(516,1087,784,1102)
directory-entry: — Ernst, Zollbeamter, Schlegelsweg 2 xyxy=(516,358,761,374)
directory-entry: — Wwe, Catharina, Altonaerstr. 40, H. 6 xyxy=(184,575,442,591)
directory-entry: — Friedr., Arbtr., Kegelhofstr. 44, ✉20 xyxy=(516,1149,761,1164)
